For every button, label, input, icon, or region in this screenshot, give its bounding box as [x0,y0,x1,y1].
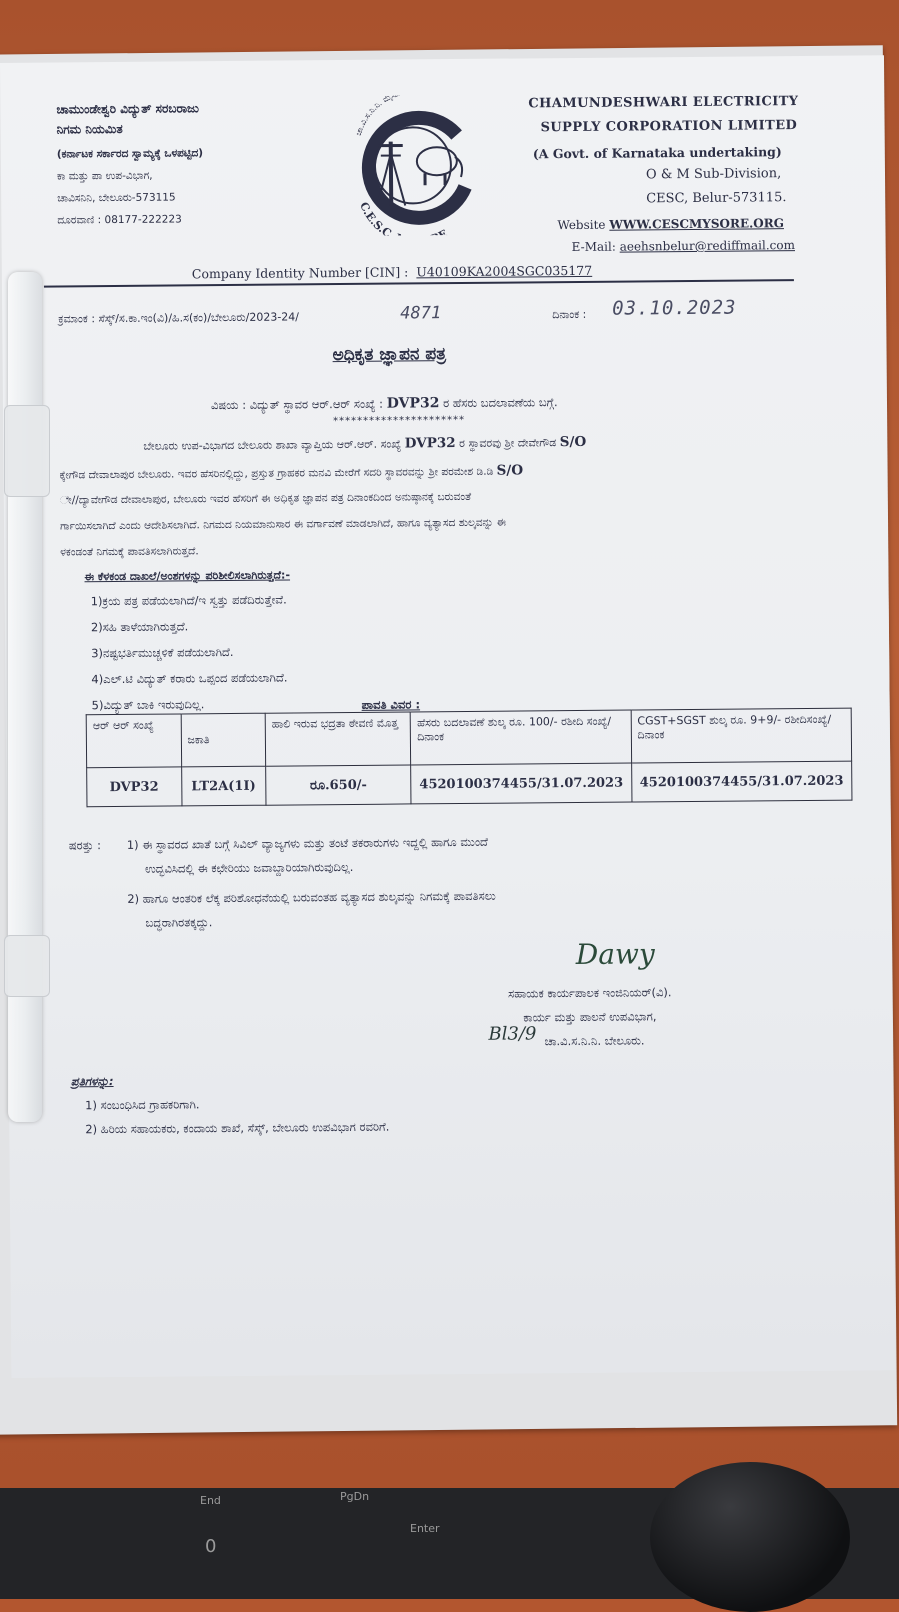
header-name-change-fee: ಹೆಸರು ಬದಲಾವಣೆ ಶುಲ್ಕ ರೂ. 100/- ರಶೀದಿ ಸಂಖ್ಯೆ/ದಿನಾಂಕ [410,710,631,765]
signature-handwritten: Dawy [576,937,655,971]
subject-stars: ********************** [333,415,465,427]
key-enter: Enter [410,1522,440,1535]
initials-handwritten: Bl3/9 [488,1023,536,1044]
letterhead-english-address: CESC, Belur-573115. [646,190,786,206]
page-title: ಅಧಿಕೃತ ಜ್ಞಾಪನ ಪತ್ರ [332,344,446,365]
cesc-logo-icon [336,95,497,236]
subject-rr-number: DVP32 [387,395,440,411]
body-line-1-so: S/O [560,434,587,450]
key-zero: 0 [205,1536,216,1557]
body-line-1-text-b: ರ ಸ್ಥಾವರವು ಶ್ರೀ ದೇವೇಗೌಡ [459,436,556,450]
letterhead-kannada-phone: ದೂರವಾಣಿ : 08177-222223 [57,213,182,227]
document-page [0,55,895,1378]
body-line-5: ಳಕಂಡಂತೆ ನಿಗಮಕ್ಕೆ ಪಾವತಿಸಲಾಗಿರುತ್ತದೆ. [60,545,199,559]
plastic-tube-band [4,935,50,997]
cell-rr-number: DVP32 [87,767,182,807]
cin-value: U40109KA2004SGC035177 [416,263,592,280]
documents-item-5: 5)ವಿದ್ಯುತ್ ಬಾಕಿ ಇರುವುದಿಲ್ಲ. [92,697,205,713]
condition-2-line-2: ಬದ್ಧರಾಗಿರತಕ್ಕದ್ದು. [145,915,212,931]
body-line-1-text-a: ಬೇಲೂರು ಉಪ-ವಿಭಾಗದ ಬೇಲೂರು ಶಾಖಾ ವ್ಯಾಪ್ತಿಯ ಆರ್.ಆರ್. ಸಂಖ್ಯೆ [143,438,401,453]
condition-1-line-1: 1) ಈ ಸ್ಥಾವರದ ಖಾತೆ ಬಗ್ಗೆ ಸಿವಿಲ್ ವ್ಯಾಜ್ಯಗಳು ಮತ್ತು ತಂಟೆ ತಕರಾರುಗಳು ಇದ್ದಲ್ಲಿ ಹಾಗೂ ಮುಂದೆ [127,835,488,853]
letterhead-kannada-govt: (ಕರ್ನಾಟಕ ಸರ್ಕಾರದ ಸ್ವಾಮ್ಯಕ್ಕೆ ಒಳಪಟ್ಟಿದ) [57,147,203,161]
signature-place: ಚಾ.ವಿ.ಸ.ನಿ.ನಿ. ಬೇಲೂರು. [544,1033,644,1049]
email-link[interactable]: aeehsnbelur@rediffmail.com [620,238,795,254]
reference-number: 4871 [400,303,441,323]
copies-item-2: 2) ಹಿರಿಯ ಸಹಾಯಕರು, ಕಂದಾಯ ಶಾಖೆ, ಸೆಸ್ಕ್, ಬೇಲೂರು ಉಪವಿಭಾಗ ರವರಿಗೆ. [85,1120,389,1138]
payment-table [86,708,853,808]
body-line-4: ರ್ಗಾಯಿಸಲಾಗಿದೆ ಎಂದು ಆದೇಶಿಸಲಾಗಿದೆ. ನಿಗಮದ ನಿಯಮಾನುಸಾರ ಈ ವರ್ಗಾವಣೆ ಮಾಡಲಾಗಿದೆ, ಹಾಗೂ ವ್ಯತ್ಯಾಸದ ಶುಲ್ಕವನ್ನು ಈ [60,517,506,534]
documents-heading: ಈ ಕೆಳಕಂಡ ದಾಖಲೆ/ಅಂಶಗಳನ್ನು ಪರಿಶೀಲಿಸಲಾಗಿರುತ್ತದೆ:- [84,568,290,584]
cell-deposit: ರೂ.650/- [266,765,412,805]
documents-item-4: 4)ಎಲ್.ಟಿ ವಿದ್ಯುತ್ ಕರಾರು ಒಪ್ಪಂದ ಪಡೆಯಲಾಗಿದೆ. [91,671,287,688]
header-tariff: ಜಕಾತಿ [181,713,266,767]
header-gst-fee: CGST+SGST ಶುಲ್ಕ ರೂ. 9+9/- ರಶೀದಿಸಂಖ್ಯೆ/ದಿನಾಂಕ [631,708,852,763]
documents-item-3: 3)ನಷ್ಟಭರ್ತಿಮುಚ್ಚಳಿಕೆ ಪಡೆಯಲಾಗಿದೆ. [91,645,233,661]
date-label: ದಿನಾಂಕ : [552,308,586,322]
body-line-2 [60,462,524,482]
signature-designation: ಸಹಾಯಕ ಕಾರ್ಯಪಾಲಕ ಇಂಜಿನಿಯರ್(ವಿ). [508,985,671,1001]
reference-label: ಕ್ರಮಾಂಕ : ಸೆಸ್ಕ್/ಸ.ಕಾ.ಇಂ(ವಿ)/ಹಿ.ಸ(ಕಂ)/ಬೇಲೂರು/2023-24/ [58,310,299,326]
letterhead-website [557,216,784,232]
body-line-2-so: S/O [497,462,524,478]
cin-label: Company Identity Number [CIN] : [192,264,409,281]
signature-office: ಕಾರ್ಯ ಮತ್ತು ಪಾಲನೆ ಉಪವಿಭಾಗ, [523,1009,656,1025]
cell-name-change-receipt: 4520100374455/31.07.2023 [411,763,632,804]
conditions-label: ಷರತ್ತು : [69,838,101,853]
letterhead-english-subdivision: O & M Sub-Division, [646,166,781,182]
cell-tariff: LT2A(1I) [181,766,266,806]
letterhead-english-govt: (A Govt. of Karnataka undertaking) [533,144,782,161]
body-line-3: ೇ//ದ್ಯಾವೇಗೌಡ ದೇವಾಲಾಪುರ, ಬೇಲೂರು ಇವರ ಹೆಸರಿಗೆ ಈ ಅಧಿಕೃತ ಜ್ಞಾಪನ ಪತ್ರ ದಿನಾಂಕದಿಂದ ಅನುಷ್ಠಾನಕ್ಕೆ ಬರುವಂತೆ [60,491,471,508]
documents-item-1: 1)ಕ್ರಯ ಪತ್ರ ಪಡೆಯಲಾಗಿದೆ/ಇ ಸ್ವತ್ತು ಪಡೆದಿರುತ್ತೇವೆ. [91,593,287,610]
condition-2-line-1: 2) ಹಾಗೂ ಆಂತರಿಕ ಲೆಕ್ಕ ಪರಿಶೋಧನೆಯಲ್ಲಿ ಬರುವಂತಹ ವ್ಯತ್ಯಾಸದ ಶುಲ್ಕವನ್ನು ನಿಗಮಕ್ಕೆ ಪಾವತಿಸಲು [127,889,496,907]
cesc-logo [336,95,497,236]
website-link[interactable]: WWW.CESCMYSORE.ORG [609,216,784,232]
letterhead-kannada-address: ಚಾವಿಸನಿನಿ, ಬೇಲೂರು-573115 [57,191,176,205]
payment-heading: ಪಾವತಿ ವಿವರ : [362,697,421,713]
condition-1-line-2: ಉದ್ಭವಿಸಿದಲ್ಲಿ ಈ ಕಛೇರಿಯು ಜವಾಬ್ದಾರಿಯಾಗಿರುವುದಿಲ್ಲ. [145,860,353,877]
body-line-1-rr: DVP32 [405,435,456,451]
header-rr-number: ಆರ್ ಆರ್ ಸಂಖ್ಯೆ [86,714,181,768]
cell-gst-receipt: 4520100374455/31.07.2023 [631,761,852,802]
logo-bottom-text: C.E.S.C, MYSORE [357,199,450,236]
subject-prefix: ವಿಷಯ : ವಿದ್ಯುತ್ ಸ್ಥಾವರ ಆರ್.ಆರ್ ಸಂಖ್ಯೆ : [211,397,383,413]
key-pgdn: PgDn [340,1490,369,1503]
copies-heading: ಪ್ರತಿಗಳನ್ನು: [71,1074,114,1089]
cin-line [192,263,592,281]
letterhead-divider [44,279,794,288]
documents-item-2: 2)ಸಹಿ ತಾಳೆಯಾಗಿರುತ್ತದೆ. [91,619,188,635]
body-line-2-text: ಕ್ಕೇಗೌಡ ದೇವಾಲಾಪುರ ಬೇಲೂರು. ಇವರ ಹೆಸರಿನಲ್ಲಿದ್ದು, ಪ್ರಸ್ತುತ ಗ್ರಾಹಕರ ಮನವಿ ಮೇರೆಗೆ ಸದರಿ ಸ್ಥಾವರವನ್ನು ಶ್ರೀ ಪರಮೇಶ ಡಿ.ಡಿ [60,466,494,482]
website-label: Website [557,218,605,232]
computer-mouse [650,1462,850,1612]
letterhead-email [572,238,795,254]
letterhead-english-name-2: SUPPLY CORPORATION LIMITED [541,118,798,135]
letterhead-kannada-subdivision: ಕಾ ಮತ್ತು ಪಾ ಉಪ-ವಿಭಾಗ, [57,170,153,184]
subject-suffix: ರ ಹೆಸರು ಬದಲಾವಣೆಯ ಬಗ್ಗೆ. [443,395,558,410]
subject-line [211,394,558,413]
date-value: 03.10.2023 [612,297,737,320]
key-end: End [200,1494,221,1507]
letterhead-english-name-1: CHAMUNDESHWARI ELECTRICITY [528,94,798,111]
header-deposit: ಹಾಲಿ ಇರುವ ಭದ್ರತಾ ಠೇವಣಿ ಮೊತ್ತ [265,712,411,766]
table-row [87,761,852,807]
logo-top-text: ಚಾ.ವಿ.ಸ.ನಿ.ನಿ. ಮೈಸೂರು [353,95,409,137]
copies-item-1: 1) ಸಂಬಂಧಿಸಿದ ಗ್ರಾಹಕರಿಗಾಗಿ. [85,1097,200,1113]
body-line-1 [143,434,586,454]
email-label: E-Mail: [572,240,616,254]
payment-table-header [86,708,851,768]
letterhead-kannada-name-1: ಚಾಮುಂಡೇಶ್ವರಿ ವಿದ್ಯುತ್ ಸರಬರಾಜು [56,101,199,117]
plastic-tube-band [4,405,50,497]
letterhead-kannada-name-2: ನಿಗಮ ನಿಯಮಿತ [57,122,123,138]
